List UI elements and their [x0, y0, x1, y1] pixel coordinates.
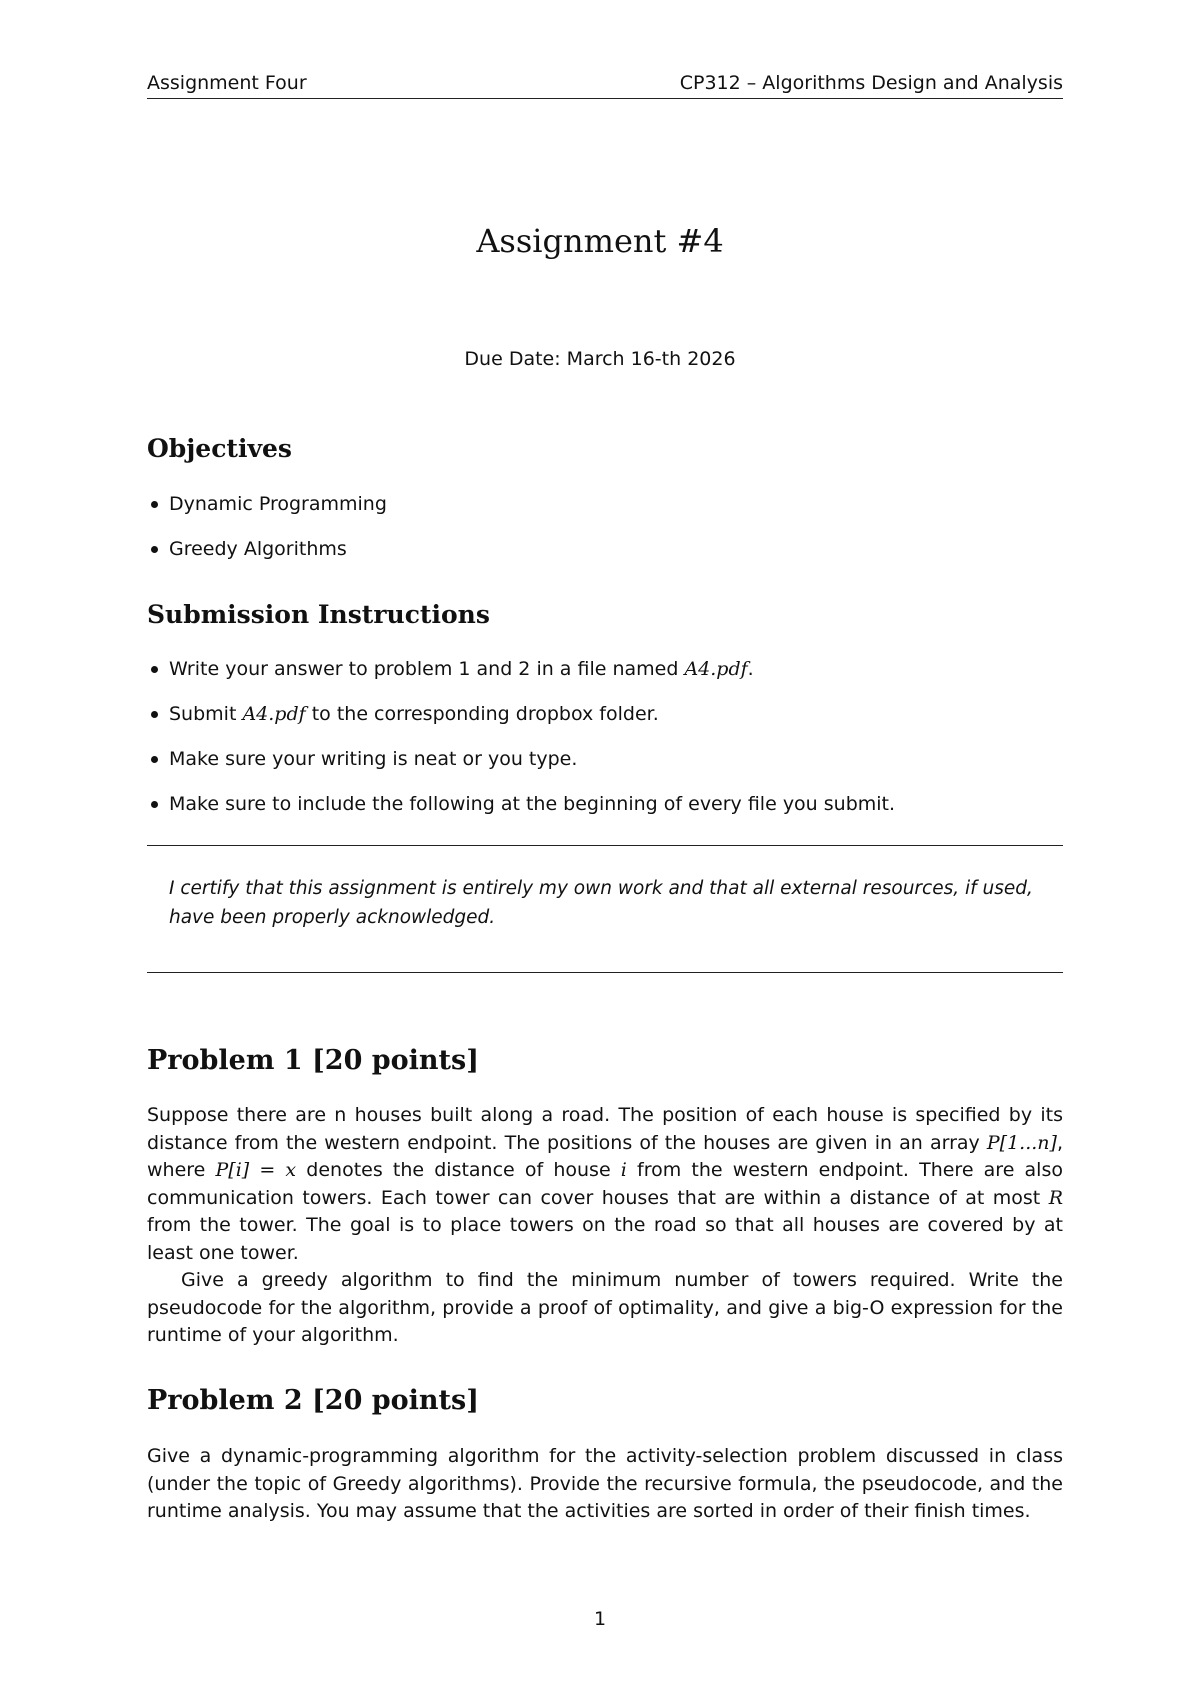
file-name: A4.pdf: [242, 703, 306, 725]
page-number: 1: [593, 1608, 607, 1630]
problem1-text: [147, 1102, 1063, 1350]
problem1-text-part: from the western endpoint. There are also communication towers. Each tower can cover houses that are within a distance of at most: [147, 1159, 1063, 1209]
objectives-heading: Objectives: [147, 434, 292, 463]
problem1-task: Give a greedy algorithm to find the minimum number of towers required. Write the pseudocode for the algorithm, provide a proof of optimality, and give a big-O expression for the runtime of your algorithm.: [147, 1269, 1063, 1346]
problem2-heading: Problem 2 [20 points]: [147, 1385, 479, 1416]
objectives-list: [147, 492, 387, 582]
math-expression: P[i] = x: [215, 1159, 297, 1181]
problem1-text-part: Suppose there are n houses built along a road. The position of each house is specified by its distance from the western endpoint. The positions of the houses are given in an array: [147, 1104, 1063, 1154]
problem1-text-part: from the tower. The goal is to place towers on the road so that all houses are covered by at least one tower.: [147, 1214, 1063, 1264]
divider-top: [147, 845, 1063, 846]
item-text: to the corresponding dropbox folder.: [305, 703, 659, 725]
file-name: A4.pdf: [684, 658, 748, 680]
problem1-text-part: denotes the distance of house: [296, 1159, 621, 1181]
math-expression: R: [1048, 1186, 1063, 1209]
list-item: Make sure your writing is neat or you type.: [147, 747, 895, 792]
math-expression: i: [620, 1159, 627, 1181]
divider-bottom: [147, 972, 1063, 973]
due-date: Due Date: March 16-th 2026: [464, 348, 736, 370]
item-text: Submit: [169, 703, 243, 725]
problem1-heading: Problem 1 [20 points]: [147, 1045, 479, 1076]
submission-heading: Submission Instructions: [147, 600, 490, 629]
math-expression: P[1...n]: [986, 1131, 1057, 1154]
submission-list: [147, 657, 895, 837]
item-text: Write your answer to problem 1 and 2 in a file named: [169, 658, 685, 680]
list-item: Make sure to include the following at the beginning of every file you submit.: [147, 792, 895, 837]
problem1-text-part: , where: [147, 1131, 1063, 1181]
header-left: Assignment Four: [147, 72, 307, 94]
list-item: [147, 657, 895, 702]
item-text: .: [747, 658, 754, 680]
list-item: [147, 702, 895, 747]
list-item: Greedy Algorithms: [147, 537, 387, 582]
header-right: CP312 – Algorithms Design and Analysis: [679, 72, 1063, 94]
problem2-text: Give a dynamic-programming algorithm for the activity-selection problem discussed in class (under the topic of Greedy algorithms). Provide the recursive formula, the pseudocode, and the runtime analysis. You may assume that the activities are sorted in order of their finish times.: [147, 1445, 1063, 1522]
certification-statement: I certify that this assignment is entirely my own work and that all external resources, if used, have been properly acknowledged.: [169, 878, 1033, 928]
document-title: Assignment #4: [476, 222, 724, 260]
running-header: [147, 66, 1063, 99]
list-item: Dynamic Programming: [147, 492, 387, 537]
